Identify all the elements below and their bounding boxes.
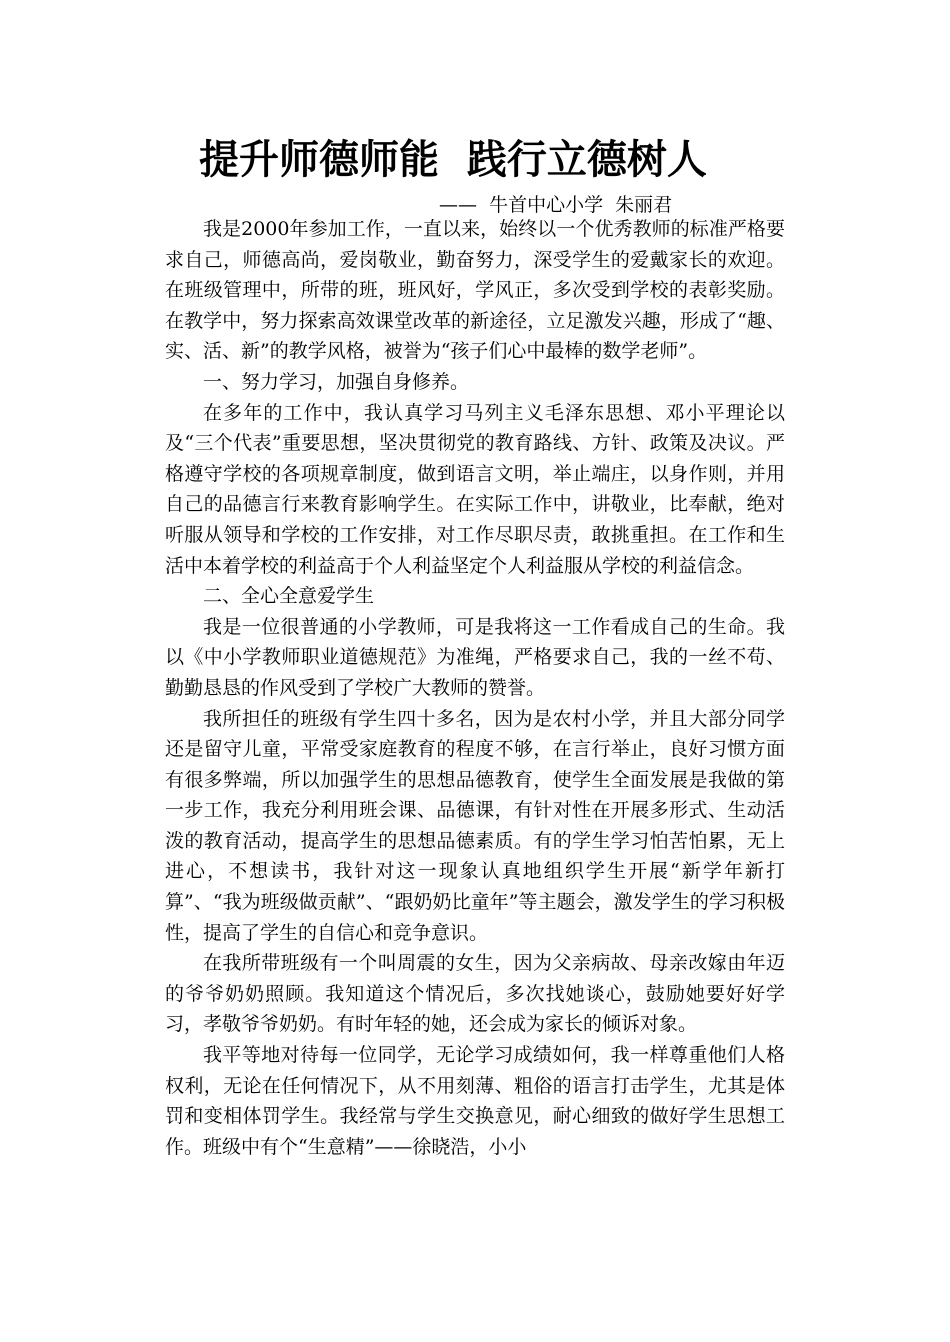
document-body — [165, 214, 785, 1162]
paragraph-section-2-c: 在我所带班级有一个叫周震的女生，因为父亲病故、母亲改嫁由年迈的爷爷奶奶照顾。我知道这个情况后，多次找她谈心，鼓励她要好好学习，孝敬爷爷奶奶。有时年轻的她，还会成为家长的倾诉对象。 — [165, 952, 785, 1036]
paragraph-section-2-a: 我是一位很普通的小学教师，可是我将这一工作看成自己的生命。我以《中小学教师职业道德规范》为准绳，严格要求自己，我的一丝不苟、勤勤恳恳的作风受到了学校广大教师的赞誉。 — [165, 615, 785, 699]
paragraph-intro: 我是2000年参加工作，一直以来，始终以一个优秀教师的标准严格要求自己，师德高尚，爱岗敬业，勤奋努力，深受学生的爱戴家长的欢迎。在班级管理中，所带的班，班风好，学风正，多次受到学校的表彰奖励。在教学中，努力探索高效课堂改革的新途径，立足激发兴趣，形成了“趣、实、活、新”的教学风格，被誉为“孩子们心中最棒的数学老师”。 — [165, 218, 785, 363]
paragraph-section-2-b: 我所担任的班级有学生四十多名，因为是农村小学，并且大部分同学还是留守儿童，平常受家庭教育的程度不够，在言行举止，良好习惯方面有很多弊端，所以加强学生的思想品德教育，使学生全面发展是我做的第一步工作，我充分利用班会课、品德课，有针对性在开展多形式、生动活泼的教育活动，提高学生的思想品德素质。有的学生学习怕苦怕累，无上进心，不想读书，我针对这一现象认真地组织学生开展“新学年新打算”、“我为班级做贡献”、“跟奶奶比童年”等主题会，激发学生的学习积极性，提高了学生的自信心和竞争意识。 — [165, 707, 785, 944]
author-line: —— 牛首中心小学 朱丽君 — [439, 194, 673, 216]
paragraph-section-1: 在多年的工作中，我认真学习马列主义毛泽东思想、邓小平理论以及“三个代表”重要思想，坚决贯彻党的教育路线、方针、政策及决议。严格遵守学校的各项规章制度，做到语言文明，举止端庄，以身作则，并用自己的品德言行来教育影响学生。在实际工作中，讲敬业，比奉献，绝对听服从领导和学校的工作安排，对工作尽职尽责，敢挑重担。在工作和生活中本着学校的利益高于个人利益坚定个人利益服从学校的利益信念。 — [165, 401, 785, 577]
section-heading-1: 一、努力学习，加强自身修养。 — [203, 370, 470, 393]
document-title-text: 提升师德师能 践行立德树人 — [199, 137, 707, 183]
section-heading-2: 二、全心全意爱学生 — [203, 585, 375, 608]
paragraph-section-2-d: 我平等地对待每一位同学，无论学习成绩如何，我一样尊重他们人格权利，无论在任何情况下，从不用刻薄、粗俗的语言打击学生，尤其是体罚和变相体罚学生。我经常与学生交换意见，耐心细致的做好学生思想工作。班级中有个“生意精”——徐晓浩，小小 — [165, 1044, 785, 1158]
document-title — [0, 130, 950, 190]
